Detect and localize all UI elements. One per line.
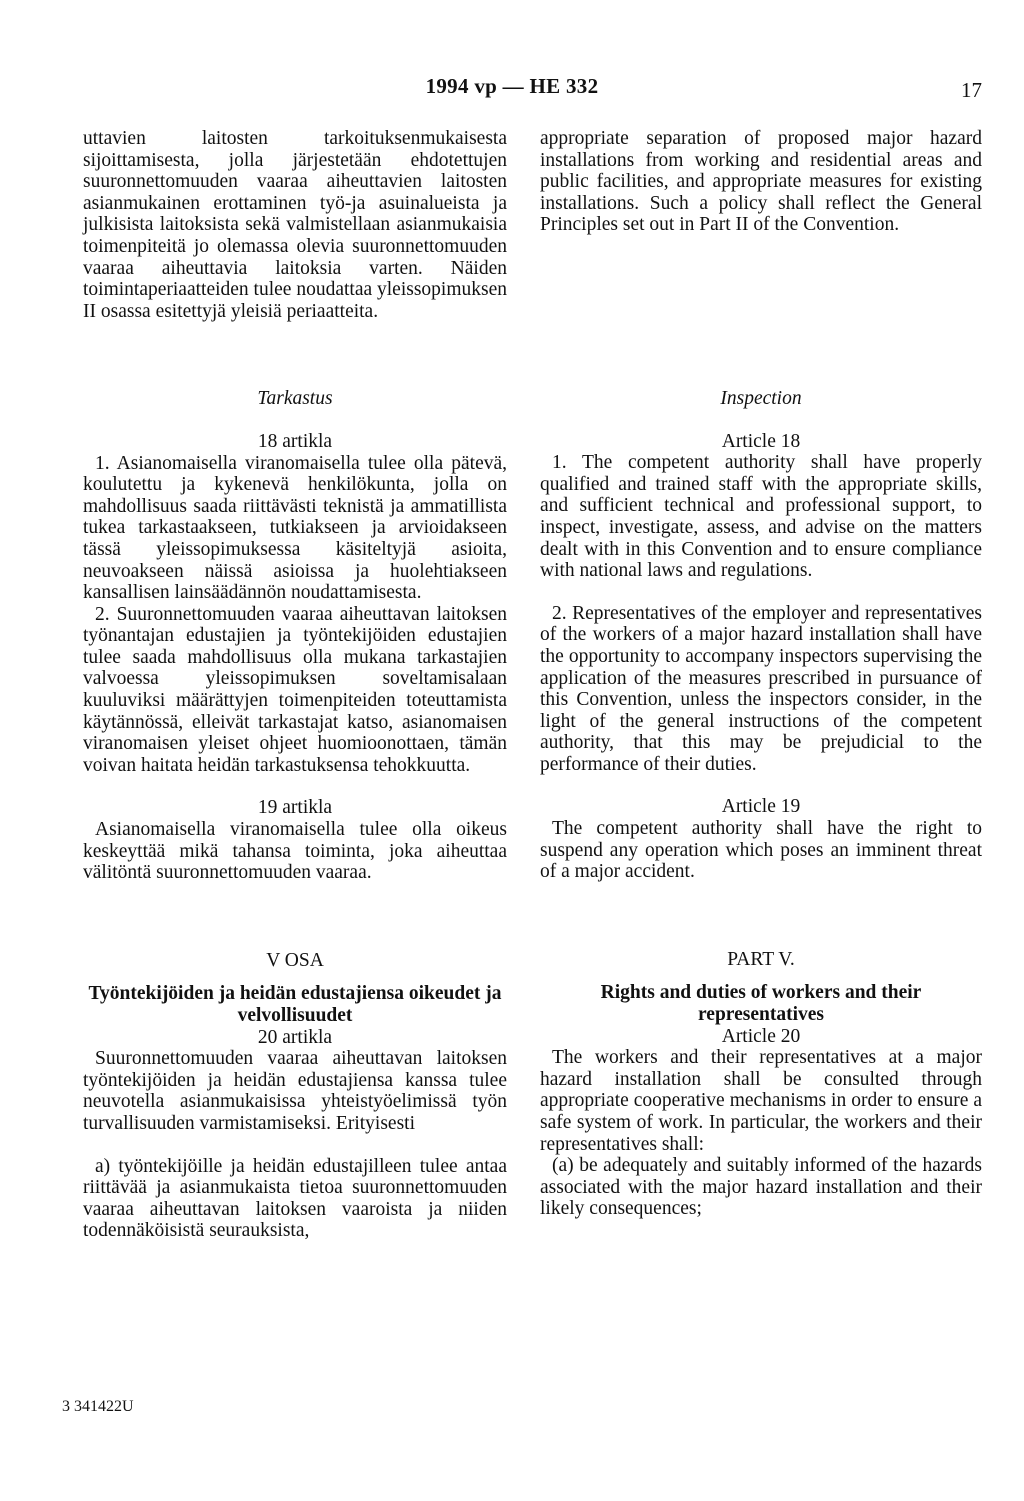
en-article20-heading: Article 20 — [721, 1025, 801, 1047]
fi-article20-paragraph: Suuronnettomuuden vaaraa aiheuttavan laitoksen työntekijöiden ja heidän edustajiensa kanssa tulee neuvotella asianmukaisissa yhteistyöelimissä työn turvallisuuden varmistamiseksi. Erityisesti — [83, 1048, 507, 1134]
page-number: 17 — [961, 78, 982, 102]
fi-article18-heading: 18 artikla — [257, 430, 333, 452]
english-column — [540, 128, 982, 1220]
print-code: 3 341422U — [62, 1398, 134, 1415]
en-intro-paragraph: appropriate separation of proposed major hazard installations from working and residential areas and public facilities, and appropriate measures for existing installations. Such a policy shall reflect the General Principles set out in Part II of the Convention. — [540, 128, 982, 236]
en-article18-paragraph2: 2. Representatives of the employer and representatives of the workers of a major hazard installation shall have the opportunity to accompany inspectors supervising the application of the measures prescribed in pursuance of this Convention, unless the inspectors consider, in the light of the general instructions of the competent authority, that this may be prejudicial to the performance of their duties. — [540, 602, 982, 775]
en-article19-heading: Article 19 — [721, 796, 801, 818]
fi-part-heading: V OSA — [266, 949, 324, 971]
finnish-column — [83, 128, 507, 1242]
en-article20-item-a: (a) be adequately and suitably informed of the hazards associated with the major hazard installation and their likely consequences; — [540, 1155, 982, 1220]
en-article18-paragraph1: 1. The competent authority shall have properly qualified and trained staff with the appropriate skills, and sufficient technical and professional support, to inspect, investigate, assess, and advise on the matters dealt with in this Convention and to ensure compliance with national laws and regulations. — [540, 452, 982, 582]
fi-part-title: Työntekijöiden ja heidän edustajiensa oikeudet ja velvollisuudet — [88, 983, 502, 1026]
fi-article20-item-a: a) työntekijöille ja heidän edustajilleen tulee antaa riittävää ja asianmukaista tietoa suuronnettomuuden vaaraa aiheuttavan laitoksen vaaroista ja niiden todennäköisistä seurauksista, — [83, 1155, 507, 1242]
fi-article19-paragraph: Asianomaisella viranomaisella tulee olla oikeus keskeyttää mikä tahansa toiminta, joka aiheuttaa välitöntä suuronnettomuuden vaaraa. — [83, 819, 507, 884]
page-header — [0, 74, 1024, 104]
en-article20-paragraph: The workers and their representatives at a major hazard installation shall be consulted through appropriate cooperative mechanisms in order to ensure a safe system of work. In particular, the workers and their representatives shall: — [540, 1047, 982, 1155]
fi-article19-heading: 19 artikla — [257, 797, 333, 819]
fi-article20-heading: 20 artikla — [257, 1026, 333, 1048]
fi-inspection-heading: Tarkastus — [257, 388, 333, 410]
fi-article18-paragraph1: 1. Asianomaisella viranomaisella tulee olla pätevä, koulutettu ja kykenevä henkilökunta, jolla on mahdollisuus saada riittävästi teknistä ja ammatillista tukea tarkastaakseen, tutkiakseen ja arvioidakseen tässä yleissopimuksessa käsiteltyjä asioita, neuvoakseen näissä asioissa ja huolehtiakseen kansallisen lainsäädännön noudattamisesta. — [83, 452, 507, 604]
fi-intro-paragraph: uttavien laitosten tarkoituksenmukaisesta sijoittamisesta, jolla järjestetään ehdotettujen suuronnettomuuden vaaraa aiheuttavien laitosten asianmukainen erottaminen työ-ja asuinalueista ja julkisista laitoksista sekä valmistellaan asianmukaisia toimenpiteitä jo olemassa olevia suuronnettomuuden vaaraa aiheuttavia laitoksia varten. Näiden toimintaperiaatteiden tulee noudattaa yleissopimuksen II osassa esitettyjä yleisiä periaatteita. — [83, 128, 508, 322]
en-inspection-heading: Inspection — [720, 387, 802, 409]
en-article19-paragraph: The competent authority shall have the right to suspend any operation which poses an imminent threat of a major accident. — [540, 818, 982, 883]
en-part-heading: PART V. — [727, 948, 795, 970]
en-article18-heading: Article 18 — [721, 430, 801, 452]
en-part-title: Rights and duties of workers and their representatives — [600, 982, 922, 1026]
running-title: 1994 vp — HE 332 — [425, 74, 599, 98]
fi-article18-paragraph2: 2. Suuronnettomuuden vaaraa aiheuttavan laitoksen työnantajan edustajien ja työntekijöiden edustajien tulee saada mahdollisuus olla mukana tarkastajien valvoessa yleissopimuksen soveltamisalaan kuuluviksi määrättyjen toimenpiteiden toteuttamista käytännössä, elleivät tarkastajat katso, asianomaisen viranomaisen yleiset ohjeet huomioonottaen, tämän voivan haitata heidän tarkastuksensa tehokkuutta. — [83, 603, 507, 776]
